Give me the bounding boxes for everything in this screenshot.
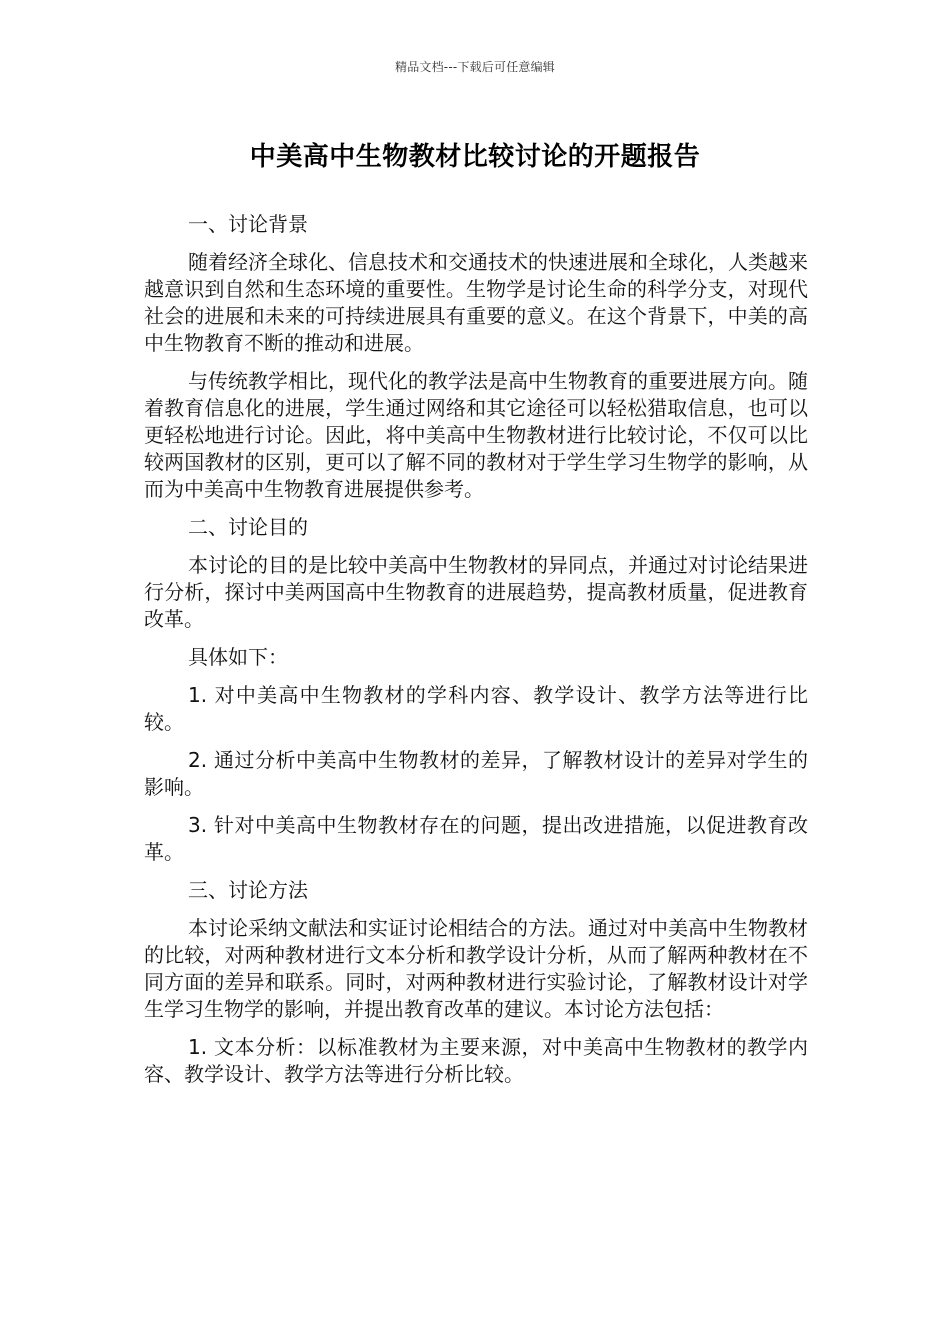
section-heading-background: 一、讨论背景 xyxy=(188,212,308,236)
document-body xyxy=(144,211,808,1099)
paragraph: 具体如下： xyxy=(188,645,288,669)
document-title: 中美高中生物教材比较讨论的开题报告 xyxy=(249,142,701,172)
paragraph: 本讨论采纳文献法和实证讨论相结合的方法。通过对中美高中生物教材的比较，对两种教材进行文本分析和教学设计分析，从而了解两种教材在不同方面的差异和联系。同时，对两种教材进行实验讨论，了解教材设计对学生学习生物学的影响，并提出教育改革的建议。本讨论方法包括： xyxy=(144,916,808,1021)
list-item: 3. 针对中美高中生物教材存在的问题，提出改进措施，以促进教育改革。 xyxy=(144,813,808,864)
paragraph: 本讨论的目的是比较中美高中生物教材的异同点，并通过对讨论结果进行分析，探讨中美两国高中生物教育的进展趋势，提高教材质量，促进教育改革。 xyxy=(144,553,808,631)
list-item: 1. 文本分析：以标准教材为主要来源，对中美高中生物教材的教学内容、教学设计、教学方法等进行分析比较。 xyxy=(144,1035,808,1086)
paragraph: 与传统教学相比，现代化的教学法是高中生物教育的重要进展方向。随着教育信息化的进展，学生通过网络和其它途径可以轻松猎取信息，也可以更轻松地进行讨论。因此，将中美高中生物教材进行比较讨论，不仅可以比较两国教材的区别，更可以了解不同的教材对于学生学习生物学的影响，从而为中美高中生物教育进展提供参考。 xyxy=(144,369,808,501)
section-heading-purpose: 二、讨论目的 xyxy=(188,515,308,539)
list-item: 2. 通过分析中美高中生物教材的差异，了解教材设计的差异对学生的影响。 xyxy=(144,748,808,799)
header-note: 精品文档---下载后可任意编辑 xyxy=(395,60,555,74)
list-item: 1. 对中美高中生物教材的学科内容、教学设计、教学方法等进行比较。 xyxy=(144,683,808,734)
paragraph: 随着经济全球化、信息技术和交通技术的快速进展和全球化，人类越来越意识到自然和生态环境的重要性。生物学是讨论生命的科学分支，对现代社会的进展和未来的可持续进展具有重要的意义。在这个背景下，中美的高中生物教育不断的推动和进展。 xyxy=(144,250,808,355)
section-heading-method: 三、讨论方法 xyxy=(188,878,308,902)
